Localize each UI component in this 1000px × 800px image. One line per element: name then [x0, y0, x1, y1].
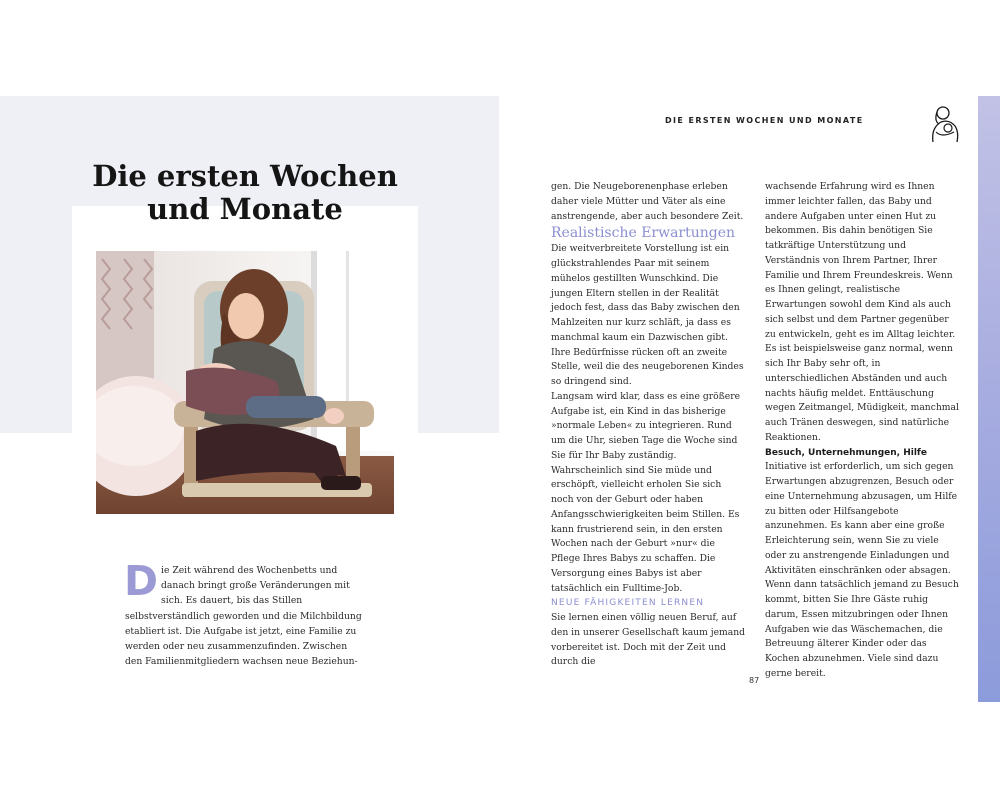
- chapter-title: [72, 160, 418, 226]
- intro-text: ie Zeit während des Wochenbetts und danach bringt große Veränderungen mit sich. Es dauert, bis das Stillen selbstverständlich geworden und die Milchbildung etabliert ist. Die Aufgabe ist jetzt, eine Familie zu werden oder neu zusammenzufinden. Zwischen den Familienmitgliedern wachsen neue Beziehun-: [125, 565, 362, 668]
- chapter-title-line2: und Monate: [147, 192, 343, 226]
- subheading: NEUE FÄHIGKEITEN LERNEN: [551, 598, 705, 609]
- running-head: DIE ERSTEN WOCHEN UND MONATE: [665, 116, 864, 125]
- intro-paragraph: [124, 557, 363, 669]
- chapter-title-line1: Die ersten Wochen: [92, 159, 398, 193]
- paragraph: Langsam wird klar, dass es eine größere Aufgabe ist, ein Kind in das bisherige »normale Leben« zu integrieren. Rund um die Uhr, sieben Tage die Woche sind Sie für Ihr Baby zuständig. Wahrscheinlich sind Sie müde und erschöpft, vielleicht erholen Sie sich noch von der Geburt oder haben Anfangsschwierigkeiten beim Stillen. Es kann frustrierend sein, in den ersten Wochen nach der Geburt »nur« die Pflege Ihres Babys zu schaffen. Die Versorgung eines Babys ist aber tatsächlich ein Fulltime-Job.: [551, 390, 741, 594]
- text-column-right: [765, 180, 960, 682]
- paragraph: Wenn dann tatsächlich jemand zu Besuch kommt, bitten Sie Ihre Gäste ruhig darum, Essen mitzubringen oder Ihnen Aufgaben wie das Wäschemachen, die Betreuung älterer Kinder oder das Kochen abzunehmen. Viele sind dazu gerne bereit.: [765, 579, 959, 679]
- paragraph: Sie lernen einen völlig neuen Beruf, auf den in unserer Gesellschaft kaum jemand vorbereitet ist. Doch mit der Zeit und durch die: [551, 612, 746, 668]
- paragraph: Die weitverbreitete Vorstellung ist ein glückstrahlendes Paar mit seinem mühelos gestillten Wunschkind. Die jungen Eltern stellen in der Realität jedoch fest, dass das Baby zwischen den Mahlzeiten nur kurz schläft, ja dass es manchmal kaum ein Dazwischen gibt. Ihre Bedürfnisse rücken oft an zweite Stelle, weil die des neugeborenen Kindes so dringend sind.: [551, 243, 744, 387]
- mother-nursing-photo: [96, 251, 394, 514]
- drop-cap: D: [124, 557, 159, 605]
- section-heading: Realistische Erwartungen: [551, 225, 736, 242]
- book-spread: [0, 96, 1000, 702]
- page-edge-color-bar: [978, 96, 1000, 702]
- text-column-left: [551, 180, 746, 670]
- mother-baby-icon: [927, 104, 961, 144]
- paragraph: Initiative ist erforderlich, um sich gegen Erwartungen abzugrenzen, Besuch oder eine Unternehmung abzusagen, um Hilfe zu bitten oder Hilfsangebote anzunehmen. Es kann aber eine große Erleichterung sein, wenn Sie zu viele oder zu anstrengende Einladungen und Aktivitäten einschränken oder absagen.: [765, 461, 958, 576]
- left-page: [0, 96, 499, 702]
- page-number: 87: [749, 676, 760, 685]
- right-page: [501, 96, 1000, 702]
- paragraph: wachsende Erfahrung wird es Ihnen immer leichter fallen, das Baby und andere Aufgaben unter einen Hut zu bekommen. Bis dahin benötigen Sie tatkräftige Unterstützung und Verständnis von Ihrem Partner, Ihrer Familie und Ihrem Freundeskreis. Wenn es Ihnen gelingt, realistische Erwartungen sowohl dem Kind als auch sich selbst und dem Partner gegenüber zu entwickeln, geht es im Alltag leichter. Es ist beispielsweise ganz normal, wenn sich Ihr Baby sehr oft, in unterschiedlichen Abständen und auch nachts häufig meldet. Enttäuschung wegen Zeitmangel, Müdigkeit, manchmal auch Tränen deswegen, sind natürliche Reaktionen.: [765, 181, 959, 443]
- photo-illustration: [96, 251, 394, 514]
- bold-heading: Besuch, Unternehmungen, Hilfe: [765, 447, 927, 458]
- paragraph: gen. Die Neugeborenenphase erleben daher viele Mütter und Väter als eine anstrengende, aber auch besondere Zeit.: [551, 181, 744, 222]
